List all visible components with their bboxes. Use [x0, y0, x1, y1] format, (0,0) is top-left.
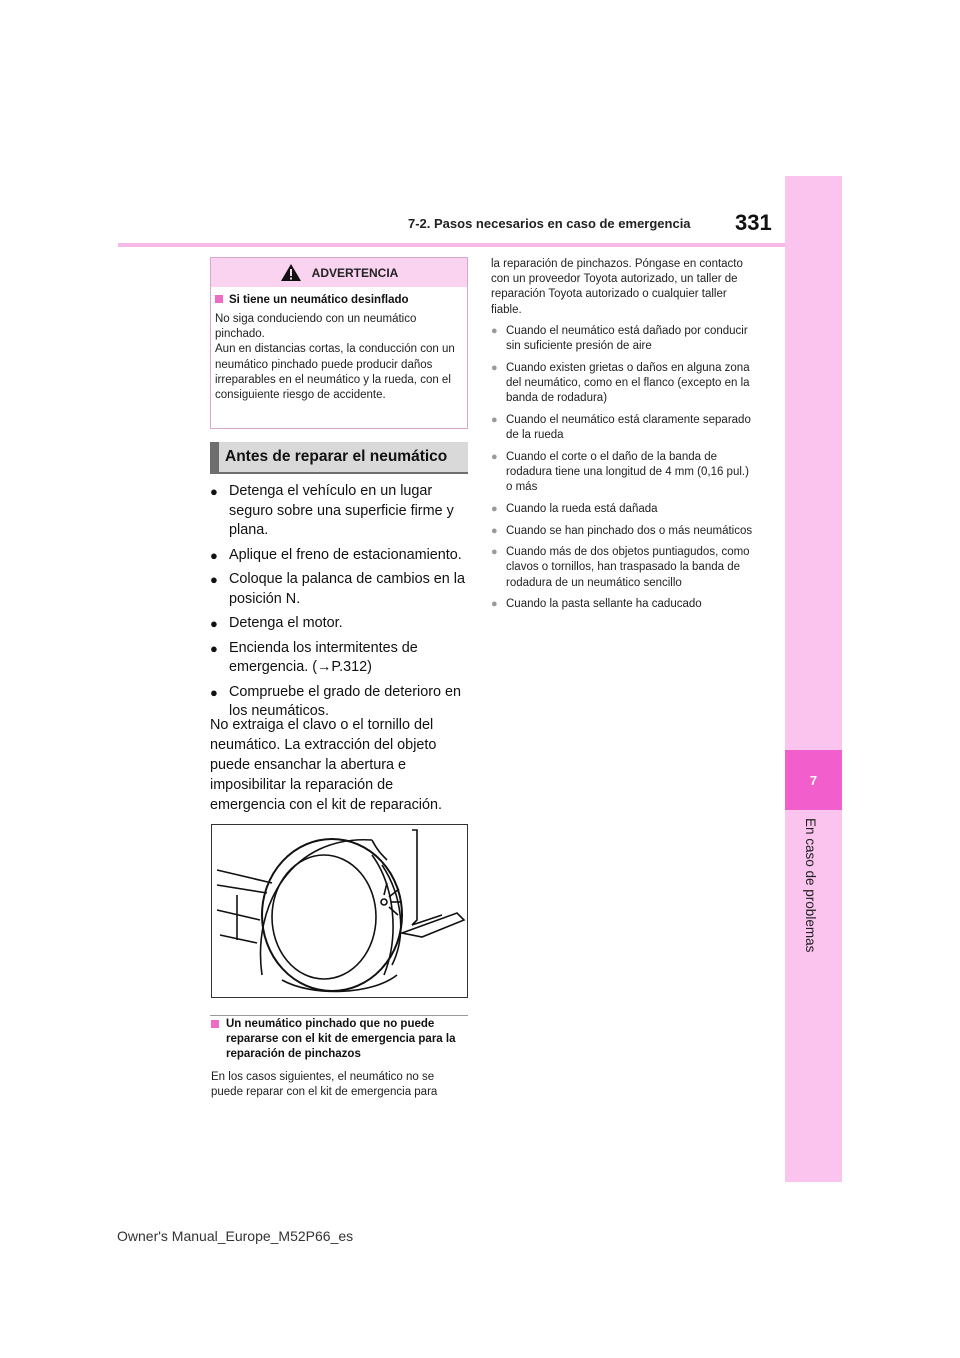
warning-box — [210, 257, 468, 429]
chapter-title: En caso de problemas — [803, 818, 818, 953]
right-column — [491, 257, 756, 619]
square-bullet-icon — [211, 1020, 219, 1028]
nail-advice-paragraph: No extraiga el clavo o el tornillo del neumático. La extracción del objeto puede ensanchar la abertura e imposibilitar la reparación de emergencia con el kit de reparación. — [210, 717, 442, 813]
right-intro-text: la reparación de pinchazos. Póngase en contacto con un proveedor Toyota autorizado, un taller de reparación Toyota autorizado o cualquier taller fiable. — [491, 258, 743, 316]
procedure-item: ● Compruebe el grado de deterioro en los neumáticos. — [210, 683, 470, 722]
condition-item: ● Cuando el corte o el daño de la banda de rodadura tiene una longitud de 4 mm (0,16 pul.) o más — [491, 450, 756, 496]
header-divider — [118, 243, 785, 247]
punctured-tire-drawing — [212, 825, 467, 997]
procedure-item-page-reference[interactable]: ● Encienda los intermitentes de emergencia. (→P.312) — [210, 639, 470, 678]
square-bullet-icon — [215, 295, 223, 303]
chapter-side-tab — [785, 176, 842, 1182]
condition-item: ● Cuando el neumático está dañado por conducir sin suficiente presión de aire — [491, 324, 756, 354]
warning-text: No siga conduciendo con un neumático pinchado. Aun en distancias cortas, la conducción con un neumático pinchado puede producir daños irreparables en el neumático y la rueda, con el consiguiente riesgo de accidente. — [215, 313, 455, 402]
condition-item: ● Cuando existen grietas o daños en alguna zona del neumático, como en el flanco (excepto en la banda de rodadura) — [491, 361, 756, 407]
manual-footer: Owner's Manual_Europe_M52P66_es — [117, 1228, 354, 1244]
subsection-text: En los casos siguientes, el neumático no se puede reparar con el kit de emergencia para — [211, 1071, 438, 1099]
procedure-item: ● Aplique el freno de estacionamiento. — [210, 546, 470, 566]
section-header-title: 7-2. Pasos necesarios en caso de emergencia — [408, 216, 691, 231]
figure-divider — [210, 1015, 468, 1016]
warning-title — [215, 294, 409, 306]
warning-title-text: Si tiene un neumático desinflado — [229, 294, 409, 306]
subsection-title — [211, 1017, 467, 1062]
procedure-list — [210, 482, 470, 727]
procedure-item: ● Detenga el motor. — [210, 614, 470, 634]
tire-illustration — [211, 824, 468, 998]
procedure-item: ● Detenga el vehículo en un lugar seguro sobre una superficie firme y plana. — [210, 482, 470, 541]
page-number: 331 — [735, 210, 772, 235]
condition-item: ● Cuando el neumático está claramente separado de la rueda — [491, 413, 756, 443]
condition-item: ● Cuando se han pinchado dos o más neumáticos — [491, 524, 756, 539]
warning-label: ADVERTENCIA — [311, 265, 399, 280]
chapter-number-tab[interactable]: 7 — [785, 750, 842, 810]
condition-item: ● Cuando más de dos objetos puntiagudos, como clavos o tornillos, han traspasado la banda de rodadura de un neumático sencillo — [491, 545, 756, 591]
warning-header — [211, 258, 467, 287]
procedure-item: ● Coloque la palanca de cambios en la posición N. — [210, 570, 470, 609]
section-heading: Antes de reparar el neumático — [210, 442, 468, 474]
condition-item: ● Cuando la rueda está dañada — [491, 502, 756, 517]
subsection-title-text: Un neumático pinchado que no puede repararse con el kit de emergencia para la reparación de pinchazos — [226, 1018, 456, 1060]
warning-triangle-icon — [280, 263, 302, 282]
condition-item: ● Cuando la pasta sellante ha caducado — [491, 597, 756, 612]
